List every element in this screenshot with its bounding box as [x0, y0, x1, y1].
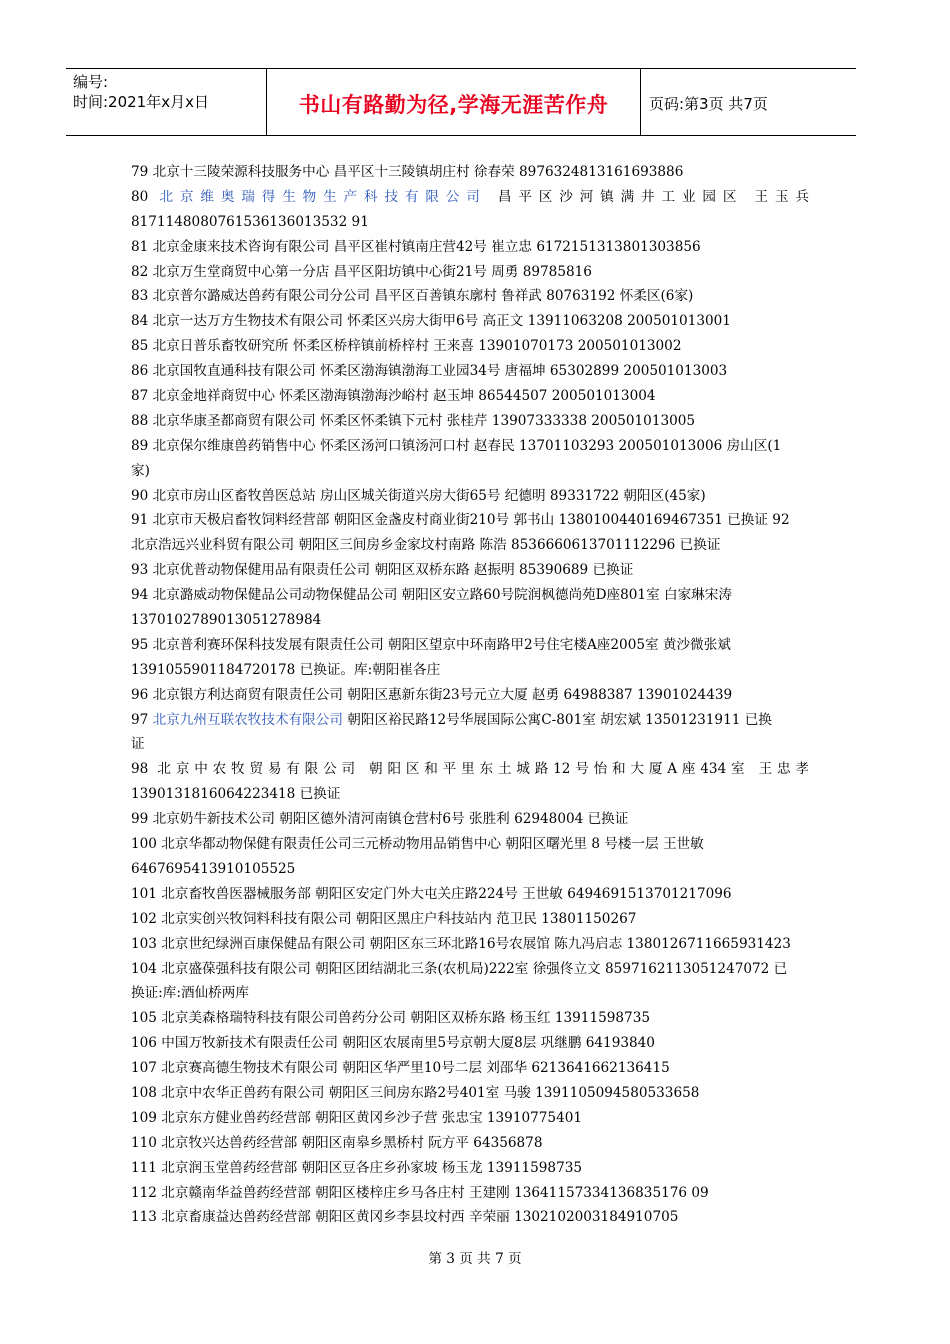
listing-text: 93 北京优普动物保健用品有限责任公司 朝阳区双桥东路 赵振明 85390689 已换证 — [131, 562, 634, 579]
listing-text: 112 北京赣南华益兽药经营部 朝阳区楼梓庄乡马各庄村 王建刚 13641157334136835176 09 — [131, 1184, 709, 1201]
listing-text: 97 — [131, 711, 153, 728]
listing-line — [131, 857, 809, 882]
company-link[interactable]: 北京维奥瑞得生物生产科技有限公司 — [159, 188, 487, 205]
listing-line — [131, 708, 809, 733]
listing-line — [131, 658, 809, 683]
listing-line — [131, 782, 809, 807]
header-left-cell — [66, 69, 267, 135]
document-time-label: 时间:2021年x月x日 — [73, 93, 209, 111]
listing-text: 91 北京市天极启畜牧饲料经营部 朝阳区金盏皮村商业街210号 郭书山 1380100440169467351 已换证 92 — [131, 512, 790, 529]
listing-text: 101 北京畜牧兽医器械服务部 朝阳区安定门外大屯关庄路224号 王世敏 6494691513701217096 — [131, 885, 732, 902]
listing-text: 换证:库:酒仙桥两库 — [131, 985, 249, 1002]
listing-text: 98 北京中农牧贸易有限公司 朝阳区和平里东土城路12号怡和大厦A座434室 王忠孝 — [131, 761, 809, 778]
listing-line — [131, 284, 809, 309]
header-page-cell — [641, 69, 856, 135]
listing-line — [131, 583, 809, 608]
listing-line — [131, 981, 809, 1006]
listing-line — [131, 1006, 809, 1031]
header-table — [66, 68, 856, 136]
listing-text: 昌平区沙河镇满井工业园区 王玉兵 — [486, 188, 809, 205]
listing-text: 95 北京普利赛环保科技发展有限责任公司 朝阳区望京中环南路甲2号住宅楼A座2005室 黄沙微张斌 — [131, 636, 731, 653]
listing-line — [131, 757, 809, 782]
listing-line — [131, 1031, 809, 1056]
listing-text: 99 北京奶牛新技术公司 朝阳区德外清河南镇仓营村6号 张胜利 62948004 已换证 — [131, 811, 629, 828]
listing-line — [131, 533, 809, 558]
listing-text: 100 北京华都动物保健有限责任公司三元桥动物用品销售中心 朝阳区曙光里 8 号楼一层 王世敏 — [131, 836, 704, 853]
listing-line — [131, 832, 809, 857]
listing-line — [131, 334, 809, 359]
listing-text: 113 北京畜康益达兽药经营部 朝阳区黄冈乡李县坟村西 辛荣丽 1302102003184910705 — [131, 1209, 679, 1226]
listing-line — [131, 732, 809, 757]
listing-line — [131, 1205, 809, 1230]
listing-line — [131, 1131, 809, 1156]
listing-line — [131, 957, 809, 982]
listing-text: 104 北京盛葆强科技有限公司 朝阳区团结湖北三条(农机局)222室 徐强佟立文 8597162113051247072 已 — [131, 960, 788, 977]
listing-line — [131, 484, 809, 509]
listing-text: 北京浩远兴业科贸有限公司 朝阳区三间房乡金家坟村南路 陈浩 8536660613701112296 已换证 — [131, 537, 721, 554]
listing-text: 朝阳区裕民路12号华展国际公寓C-801室 胡宏斌 13501231911 已换 — [342, 711, 772, 728]
listing-line — [131, 932, 809, 957]
listing-text: 111 北京润玉堂兽药经营部 朝阳区豆各庄乡孙家坡 杨玉龙 13911598735 — [131, 1159, 583, 1176]
listing-text: 90 北京市房山区畜牧兽医总站 房山区城关街道兴房大街65号 纪德明 89331722 朝阳区(45家) — [131, 487, 706, 504]
listing-text: 109 北京东方健业兽药经营部 朝阳区黄冈乡沙子营 张忠宝 13910775401 — [131, 1109, 583, 1126]
listing-text: 6467695413910105525 — [131, 860, 296, 877]
listing-line — [131, 1081, 809, 1106]
listing-line — [131, 1181, 809, 1206]
listing-text: 106 中国万牧新技术有限责任公司 朝阳区农展南里5号京朝大厦8层 巩继鹏 64193840 — [131, 1035, 655, 1052]
header-motto-cell — [267, 69, 641, 135]
listing-line — [131, 160, 809, 185]
listing-body — [131, 160, 809, 1230]
listing-line — [131, 235, 809, 260]
listing-text: 84 北京一达万方生物技术有限公司 怀柔区兴房大街甲6号 高正文 13911063208 200501013001 — [131, 313, 731, 330]
listing-text: 89 北京保尔维康兽药销售中心 怀柔区汤河口镇汤河口村 赵春民 13701103293 200501013006 房山区(1 — [131, 437, 782, 454]
listing-line — [131, 210, 809, 235]
listing-text: 107 北京赛高德生物技术有限公司 朝阳区华严里10号二层 刘邵华 6213641662136415 — [131, 1060, 670, 1077]
listing-text: 103 北京世纪绿洲百康保健品有限公司 朝阳区东三环北路16号农展馆 陈九冯启志 1380126711665931423 — [131, 935, 791, 952]
listing-line — [131, 459, 809, 484]
listing-text: 证 — [131, 736, 145, 753]
listing-text: 8171148080761536136013532 91 — [131, 213, 369, 230]
listing-line — [131, 882, 809, 907]
listing-line — [131, 907, 809, 932]
header-motto: 书山有路勤为径,学海无涯苦作舟 — [298, 93, 609, 117]
listing-text: 86 北京国牧直通科技有限公司 怀柔区渤海镇渤海工业园34号 唐福坤 65302899 200501013003 — [131, 363, 728, 380]
company-link[interactable]: 北京九州互联农牧技术有限公司 — [152, 711, 343, 728]
listing-text: 83 北京普尔潞威达兽药有限公司分公司 昌平区百善镇东廓村 鲁祥武 80763192 怀柔区(6家) — [131, 288, 694, 305]
listing-line — [131, 384, 809, 409]
listing-line — [131, 409, 809, 434]
listing-line — [131, 1106, 809, 1131]
header-page-info: 页码:第3页 共7页 — [649, 95, 768, 113]
listing-text: 110 北京牧兴达兽药经营部 朝阳区南皋乡黑桥村 阮方平 64356878 — [131, 1134, 543, 1151]
listing-text: 79 北京十三陵荣源科技服务中心 昌平区十三陵镇胡庄村 徐春荣 8976324813161693886 — [131, 164, 684, 180]
listing-line — [131, 807, 809, 832]
listing-line — [131, 633, 809, 658]
listing-text: 家) — [131, 462, 150, 479]
listing-text: 1370102789013051278984 — [131, 612, 322, 629]
listing-text: 87 北京金地祥商贸中心 怀柔区渤海镇渤海沙峪村 赵玉坤 86544507 200501013004 — [131, 388, 656, 405]
document-number-label: 编号: — [73, 73, 109, 91]
listing-text: 1391055901184720178 已换证。库:朝阳崔各庄 — [131, 661, 441, 678]
listing-line — [131, 359, 809, 384]
listing-line — [131, 309, 809, 334]
listing-text: 88 北京华康圣都商贸有限公司 怀柔区怀柔镇下元村 张桂芹 13907333338 200501013005 — [131, 412, 696, 429]
listing-text: 85 北京日普乐畜牧研究所 怀柔区桥梓镇前桥梓村 王来喜 13901070173 200501013002 — [131, 338, 682, 355]
listing-line — [131, 185, 809, 210]
listing-line — [131, 508, 809, 533]
listing-text: 80 — [131, 188, 160, 205]
listing-text: 82 北京万生堂商贸中心第一分店 昌平区阳坊镇中心街21号 周勇 89785816 — [131, 263, 592, 280]
listing-line — [131, 558, 809, 583]
listing-text: 105 北京美森格瑞特科技有限公司兽药分公司 朝阳区双桥东路 杨玉红 13911598735 — [131, 1010, 650, 1027]
listing-text: 108 北京中农华正兽药有限公司 朝阳区三间房东路2号401室 马骏 1391105094580533658 — [131, 1084, 700, 1101]
listing-text: 1390131816064223418 已换证 — [131, 786, 341, 803]
page-footer: 第 3 页 共 7 页 — [428, 1251, 522, 1267]
listing-text: 94 北京潞威动物保健品公司动物保健品公司 朝阳区安立路60号院润枫德尚苑D座801室 白家琳宋涛 — [131, 587, 732, 604]
listing-line — [131, 608, 809, 633]
listing-text: 102 北京实创兴牧饲料科技有限公司 朝阳区黑庄户科技站内 范卫民 13801150267 — [131, 910, 637, 927]
listing-line — [131, 683, 809, 708]
listing-line — [131, 434, 809, 459]
listing-line — [131, 1056, 809, 1081]
listing-line — [131, 260, 809, 285]
listing-text: 96 北京银方利达商贸有限责任公司 朝阳区惠新东街23号元立大厦 赵勇 64988387 13901024439 — [131, 686, 733, 703]
listing-text: 81 北京金康来技术咨询有限公司 昌平区崔村镇南庄营42号 崔立忠 6172151313801303856 — [131, 238, 701, 255]
listing-line — [131, 1156, 809, 1181]
